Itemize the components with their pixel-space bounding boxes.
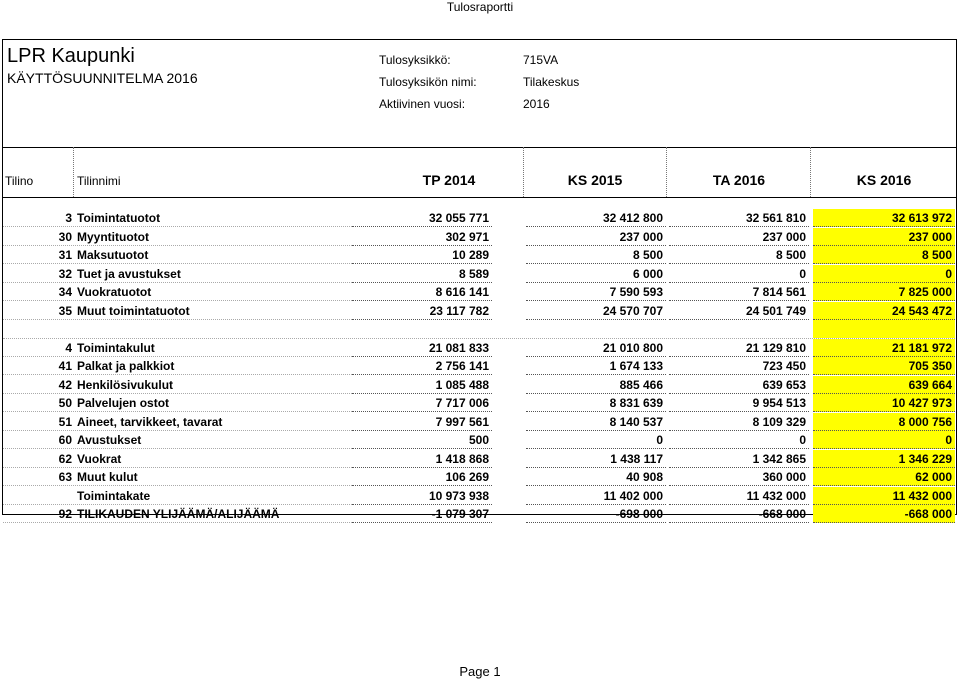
value-ks2016: 32 613 972 bbox=[813, 209, 955, 227]
row-divider bbox=[3, 522, 352, 523]
value-ta2016: 11 432 000 bbox=[669, 487, 809, 505]
account-name: TILIKAUDEN YLIJÄÄMÄ/ALIJÄÄMÄ bbox=[77, 507, 280, 521]
value-ta2016: 8 109 329 bbox=[669, 413, 809, 431]
table-row bbox=[3, 487, 955, 505]
account-code: 35 bbox=[58, 303, 72, 318]
column-header-ks2016: KS 2016 bbox=[856, 172, 912, 188]
account-name: Toimintakate bbox=[77, 488, 151, 503]
table-row bbox=[3, 357, 955, 375]
value-ks2016: 62 000 bbox=[813, 468, 955, 486]
column-divider bbox=[810, 147, 811, 197]
account-name: Avustukset bbox=[77, 433, 142, 447]
value-ks2016: -668 000 bbox=[813, 505, 955, 523]
value-ks2015: 21 010 800 bbox=[526, 339, 666, 357]
value-ta2016: 9 954 513 bbox=[669, 394, 809, 412]
value-ks2016: 21 181 972 bbox=[813, 339, 955, 357]
account-name: Vuokrat bbox=[77, 451, 122, 466]
value-tp2014: 23 117 782 bbox=[352, 302, 492, 320]
account-code: 31 bbox=[58, 248, 72, 262]
account-code: 4 bbox=[65, 340, 72, 355]
value-ta2016: 24 501 749 bbox=[669, 302, 809, 320]
value-ks2016: 237 000 bbox=[813, 228, 955, 246]
value-tp2014: 21 081 833 bbox=[352, 339, 492, 357]
value-ta2016: 0 bbox=[669, 431, 809, 449]
value-ks2015: 32 412 800 bbox=[526, 209, 666, 227]
value-ta2016: 237 000 bbox=[669, 228, 809, 246]
value-tp2014: 302 971 bbox=[352, 228, 492, 246]
table-row bbox=[3, 505, 955, 523]
value-ks2015: -698 000 bbox=[526, 505, 666, 523]
table-row bbox=[3, 413, 955, 431]
table-row bbox=[3, 265, 955, 283]
account-name: Palkat ja palkkiot bbox=[77, 359, 175, 373]
account-name: Toimintatuotot bbox=[77, 211, 161, 225]
column-divider bbox=[666, 147, 667, 197]
value-tp2014: 106 269 bbox=[352, 468, 492, 486]
value-ks2015: 8 140 537 bbox=[526, 413, 666, 431]
value-ks2016: 8 000 756 bbox=[813, 413, 955, 431]
value-tp2014: 10 973 938 bbox=[352, 487, 492, 505]
value-ks2015: 8 831 639 bbox=[526, 394, 666, 412]
value-ks2015: 24 570 707 bbox=[526, 302, 666, 320]
spacer-row bbox=[3, 320, 955, 339]
column-header-ks2015: KS 2015 bbox=[567, 172, 623, 188]
value-ks2016: 8 500 bbox=[813, 246, 955, 264]
page-title: Tulosraportti bbox=[446, 0, 514, 14]
account-name: Myyntituotot bbox=[77, 229, 149, 244]
meta-label-unit: Tulosyksikkö: bbox=[379, 53, 451, 67]
table-row bbox=[3, 246, 955, 264]
page-number: Page 1 bbox=[459, 664, 501, 679]
value-ks2015: 237 000 bbox=[526, 228, 666, 246]
plan-title: KÄYTTÖSUUNNITELMA 2016 bbox=[7, 70, 198, 86]
account-code: 42 bbox=[58, 377, 72, 392]
account-code: 30 bbox=[58, 229, 72, 244]
report-frame bbox=[2, 39, 957, 521]
value-tp2014: 8 589 bbox=[352, 265, 492, 283]
value-ks2015: 1 674 133 bbox=[526, 357, 666, 375]
table-row bbox=[3, 283, 955, 301]
column-divider bbox=[523, 147, 524, 197]
highlight-cell bbox=[813, 320, 955, 338]
column-header-ta2016: TA 2016 bbox=[712, 172, 766, 188]
account-code: 34 bbox=[58, 285, 72, 299]
value-ks2015: 0 bbox=[526, 431, 666, 449]
value-ta2016: -668 000 bbox=[669, 505, 809, 523]
value-ks2015: 11 402 000 bbox=[526, 487, 666, 505]
account-code: 92 bbox=[58, 507, 72, 521]
value-ks2016: 10 427 973 bbox=[813, 394, 955, 412]
table-row bbox=[3, 228, 955, 246]
account-name: Muut toimintatuotot bbox=[77, 303, 190, 318]
meta-value-unit: 715VA bbox=[523, 53, 559, 67]
table-row bbox=[3, 339, 955, 357]
value-ks2015: 6 000 bbox=[526, 265, 666, 283]
value-ta2016: 723 450 bbox=[669, 357, 809, 375]
value-ks2016: 7 825 000 bbox=[813, 283, 955, 301]
column-header-code: Tilino bbox=[5, 174, 34, 188]
value-ks2016: 1 346 229 bbox=[813, 450, 955, 468]
value-tp2014: 8 616 141 bbox=[352, 283, 492, 301]
value-ta2016: 8 500 bbox=[669, 246, 809, 264]
value-ks2015: 1 438 117 bbox=[526, 450, 666, 468]
value-ks2015: 7 590 593 bbox=[526, 283, 666, 301]
value-ta2016: 32 561 810 bbox=[669, 209, 809, 227]
company-name: LPR Kaupunki bbox=[7, 45, 135, 67]
column-header-name: Tilinnimi bbox=[77, 174, 121, 188]
table-row bbox=[3, 302, 955, 320]
account-code: 50 bbox=[58, 396, 72, 410]
account-code: 41 bbox=[58, 359, 72, 373]
meta-label-unit-name: Tulosyksikön nimi: bbox=[379, 75, 477, 89]
account-code: 3 bbox=[65, 211, 72, 225]
table-row bbox=[3, 468, 955, 486]
account-name: Maksutuotot bbox=[77, 248, 149, 262]
header-bottom-border bbox=[3, 197, 956, 198]
account-code: 60 bbox=[58, 433, 72, 447]
value-ta2016: 7 814 561 bbox=[669, 283, 809, 301]
account-name: Palvelujen ostot bbox=[77, 396, 170, 410]
value-ks2016: 705 350 bbox=[813, 357, 955, 375]
table-row bbox=[3, 209, 955, 227]
value-tp2014: -1 079 307 bbox=[352, 505, 492, 523]
column-divider bbox=[73, 147, 74, 197]
account-name: Vuokratuotot bbox=[77, 285, 152, 299]
value-tp2014: 7 717 006 bbox=[352, 394, 492, 412]
column-header-tp2014: TP 2014 bbox=[422, 172, 476, 188]
account-name: Muut kulut bbox=[77, 470, 138, 484]
table-row bbox=[3, 394, 955, 412]
value-ks2015: 885 466 bbox=[526, 376, 666, 394]
table-row bbox=[3, 450, 955, 468]
account-code: 32 bbox=[58, 266, 72, 281]
account-code: 51 bbox=[58, 414, 72, 429]
meta-value-year: 2016 bbox=[523, 97, 550, 111]
value-ks2016: 24 543 472 bbox=[813, 302, 955, 320]
value-ta2016: 639 653 bbox=[669, 376, 809, 394]
value-ta2016: 21 129 810 bbox=[669, 339, 809, 357]
account-name: Aineet, tarvikkeet, tavarat bbox=[77, 414, 223, 429]
value-tp2014: 32 055 771 bbox=[352, 209, 492, 227]
value-ks2016: 11 432 000 bbox=[813, 487, 955, 505]
value-tp2014: 1 085 488 bbox=[352, 376, 492, 394]
account-name: Toimintakulut bbox=[77, 340, 155, 355]
value-ks2016: 0 bbox=[813, 431, 955, 449]
table-row bbox=[3, 376, 955, 394]
value-ks2015: 40 908 bbox=[526, 468, 666, 486]
account-name: Tuet ja avustukset bbox=[77, 266, 181, 281]
value-tp2014: 500 bbox=[352, 431, 492, 449]
value-ks2016: 0 bbox=[813, 265, 955, 283]
value-ta2016: 0 bbox=[669, 265, 809, 283]
account-code: 62 bbox=[58, 451, 72, 466]
value-ta2016: 360 000 bbox=[669, 468, 809, 486]
table-row bbox=[3, 431, 955, 449]
value-ks2015: 8 500 bbox=[526, 246, 666, 264]
value-tp2014: 1 418 868 bbox=[352, 450, 492, 468]
meta-value-unit-name: Tilakeskus bbox=[523, 75, 580, 89]
value-tp2014: 2 756 141 bbox=[352, 357, 492, 375]
value-ta2016: 1 342 865 bbox=[669, 450, 809, 468]
header-divider bbox=[3, 147, 956, 148]
value-tp2014: 7 997 561 bbox=[352, 413, 492, 431]
account-code: 63 bbox=[58, 470, 72, 484]
meta-label-year: Aktiivinen vuosi: bbox=[379, 97, 466, 111]
value-ks2016: 639 664 bbox=[813, 376, 955, 394]
value-tp2014: 10 289 bbox=[352, 246, 492, 264]
account-name: Henkilösivukulut bbox=[77, 377, 174, 392]
